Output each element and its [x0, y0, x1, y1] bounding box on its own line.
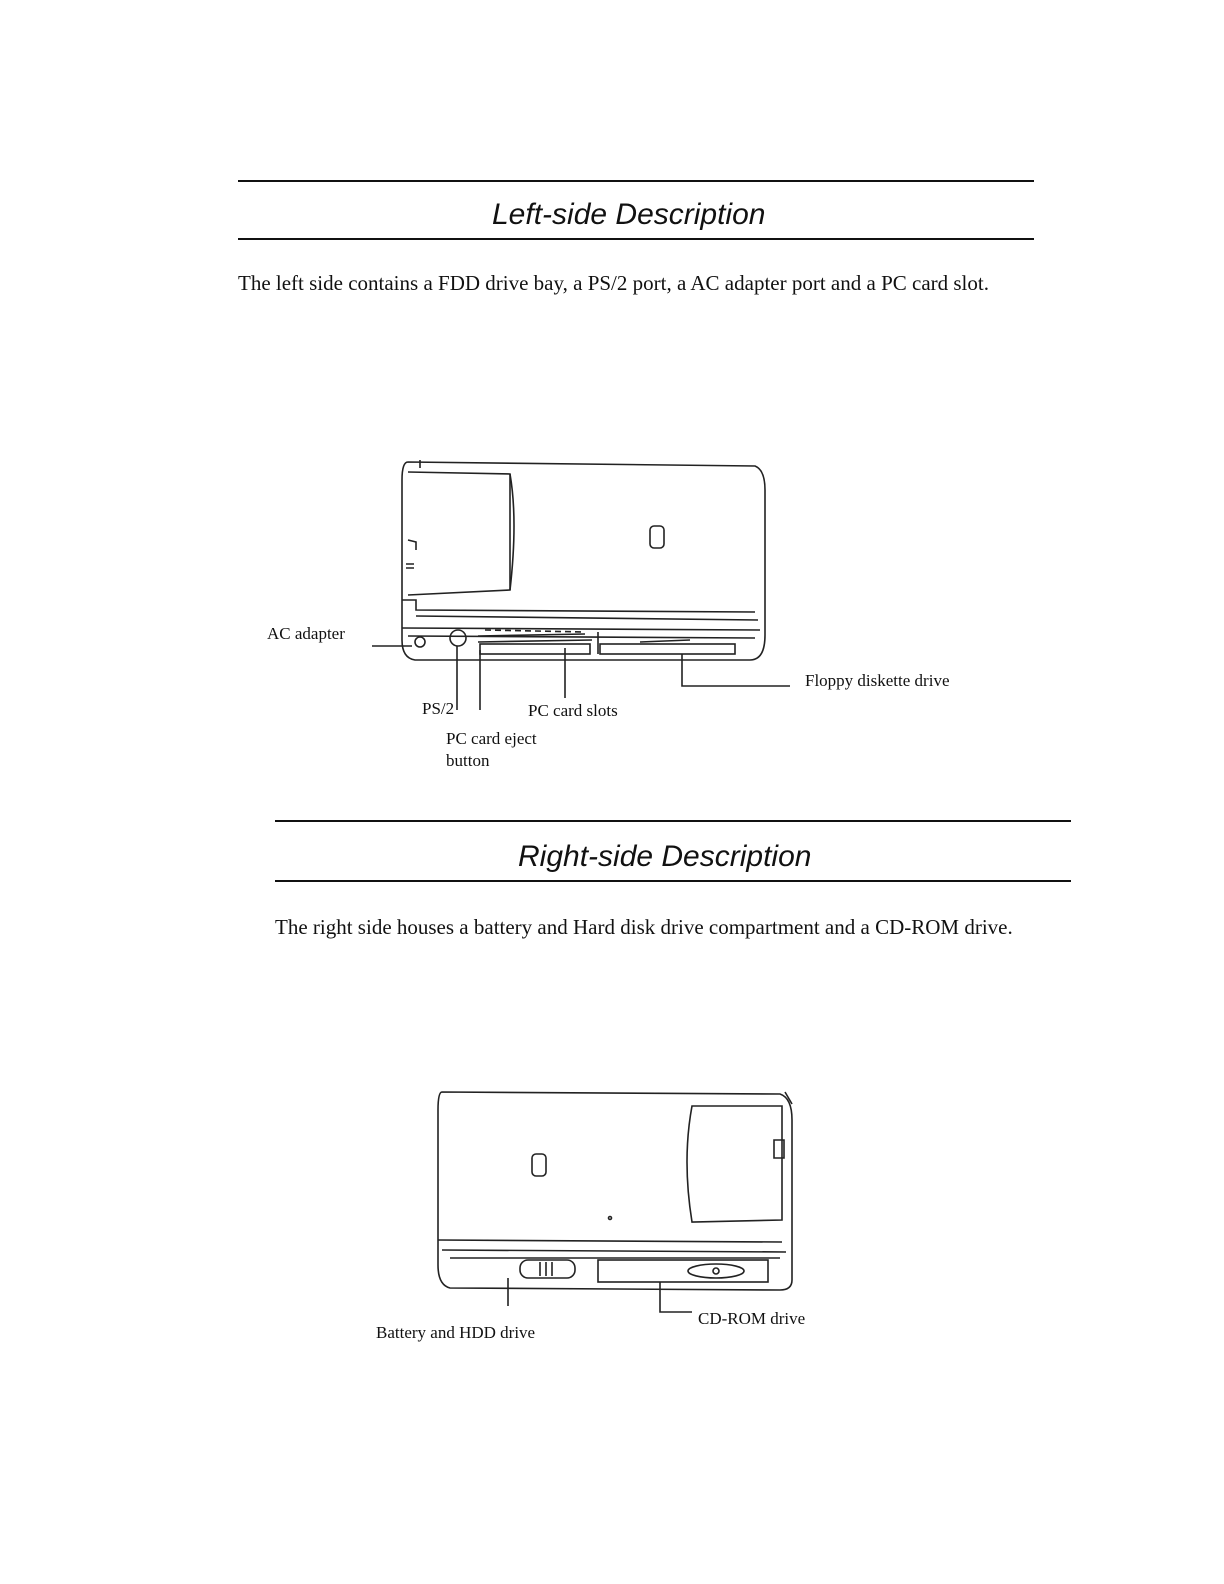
bottom-rule-left	[238, 238, 1034, 240]
label-ps2: PS/2	[422, 699, 455, 718]
label-battery-hdd: Battery and HDD drive	[376, 1323, 536, 1342]
right-side-description: The right side houses a battery and Hard disk drive compartment and a CD-ROM drive.	[275, 915, 1013, 939]
right-side-heading: Right-side Description	[518, 840, 812, 873]
left-side-heading: Left-side Description	[492, 198, 766, 231]
label-pc-card-eject-line2: button	[446, 751, 490, 770]
label-cdrom-drive: CD-ROM drive	[698, 1309, 806, 1328]
label-floppy-drive: Floppy diskette drive	[805, 671, 950, 690]
label-ac-adapter: AC adapter	[267, 624, 345, 643]
right-side-laptop-illustration	[420, 1080, 820, 1320]
top-rule-left	[238, 180, 1034, 182]
bottom-rule-right	[275, 880, 1071, 882]
top-rule-right	[275, 820, 1071, 822]
label-pc-card-eject-line1: PC card eject	[446, 729, 537, 748]
left-side-description: The left side contains a FDD drive bay, a PS/2 port, a AC adapter port and a PC card slot.	[238, 271, 989, 295]
label-pc-card-slots: PC card slots	[528, 701, 618, 720]
